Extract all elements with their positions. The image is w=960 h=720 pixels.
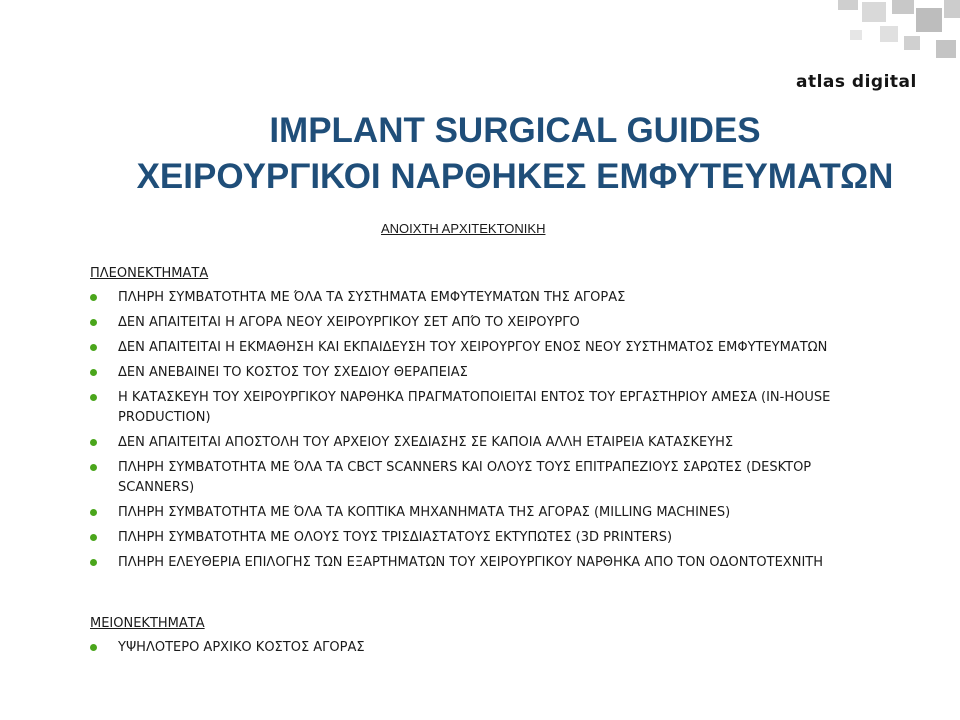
- page-title: [0, 108, 960, 199]
- list-item: ΔΕΝ ΑΠΑΙΤΕΙΤΑΙ ΑΠΟΣΤΟΛΗ ΤΟΥ ΑΡΧΕΙΟΥ ΣΧΕΔΙΑΣΗΣ ΣΕ ΚΑΠΟΙΑ ΑΛΛΗ ΕΤΑΙΡΕΙΑ ΚΑΤΑΣΚΕΥΗΣ: [118, 433, 848, 453]
- list-item: ΥΨΗΛΟΤΕΡΟ ΑΡΧΙΚΟ ΚΟΣΤΟΣ ΑΓΟΡΑΣ: [118, 638, 848, 658]
- list-item: ΠΛΗΡΗ ΕΛΕΥΘΕΡΙΑ ΕΠΙΛΟΓΗΣ ΤΩΝ ΕΞΑΡΤΗΜΑΤΩΝ ΤΟΥ ΧΕΙΡΟΥΡΓΙΚΟΥ ΝΑΡΘΗΚΑ ΑΠΟ ΤΟΝ ΟΔΟΝΤΟΤΕΧΝΙΤΗ: [118, 553, 848, 573]
- list-item: ΠΛΗΡΗ ΣΥΜΒΑΤΟΤΗΤΑ ΜΕ ΌΛΑ ΤΑ ΣΥΣΤΗΜΑΤΑ ΕΜΦΥΤΕΥΜΑΤΩΝ ΤΗΣ ΑΓΟΡΑΣ: [118, 288, 848, 308]
- advantages-heading: ΠΛΕΟΝΕΚΤΗΜΑΤΑ: [90, 266, 209, 281]
- title-line-greek: ΧΕΙΡΟΥΡΓΙΚΟΙ ΝΑΡΘΗΚΕΣ ΕΜΦΥΤΕΥΜΑΤΩΝ: [136, 156, 894, 196]
- list-item: ΠΛΗΡΗ ΣΥΜΒΑΤΟΤΗΤΑ ΜΕ ΌΛΑ ΤΑ ΚΟΠΤΙΚΑ ΜΗΧΑΝΗΜΑΤΑ ΤΗΣ ΑΓΟΡΑΣ (MILLING MACHINES): [118, 503, 848, 523]
- list-item: Η ΚΑΤΑΣΚΕΥΗ ΤΟΥ ΧΕΙΡΟΥΡΓΙΚΟΥ ΝΑΡΘΗΚΑ ΠΡΑΓΜΑΤΟΠΟΙΕΙΤΑΙ ΕΝΤΟΣ ΤΟΥ ΕΡΓΑΣΤΗΡΙΟΥ ΑΜΕΣΑ (IN-HOUSE PRODUCTION): [118, 388, 848, 428]
- disadvantages-list: [118, 638, 848, 663]
- list-item: ΔΕΝ ΑΠΑΙΤΕΙΤΑΙ Η ΕΚΜΑΘΗΣΗ ΚΑΙ ΕΚΠΑΙΔΕΥΣΗ ΤΟΥ ΧΕΙΡΟΥΡΓΟΥ ΕΝΟΣ ΝΕΟΥ ΣΥΣΤΗΜΑΤΟΣ ΕΜΦΥΤΕΥΜΑΤΩΝ: [118, 338, 848, 358]
- atlas-digital-logo: [796, 70, 934, 92]
- open-architecture-subheading: ΑΝΟΙΧΤΗ ΑΡΧΙΤΕΚΤΟΝΙΚΗ: [381, 221, 546, 236]
- title-line-english: IMPLANT SURGICAL GUIDES: [269, 111, 761, 150]
- logo-text: atlas digital: [796, 72, 917, 92]
- disadvantages-heading: ΜΕΙΟΝΕΚΤΗΜΑΤΑ: [90, 616, 205, 631]
- list-item: ΔΕΝ ΑΠΑΙΤΕΙΤΑΙ Η ΑΓΟΡΑ ΝΕΟΥ ΧΕΙΡΟΥΡΓΙΚΟΥ ΣΕΤ ΑΠΌ ΤΟ ΧΕΙΡΟΥΡΓΟ: [118, 313, 848, 333]
- list-item: ΠΛΗΡΗ ΣΥΜΒΑΤΟΤΗΤΑ ΜΕ ΟΛΟΥΣ ΤΟΥΣ ΤΡΙΣΔΙΑΣΤΑΤΟΥΣ ΕΚΤΥΠΩΤΕΣ (3D PRINTERS): [118, 528, 848, 548]
- list-item: ΔΕΝ ΑΝΕΒΑΙΝΕΙ ΤΟ ΚΟΣΤΟΣ ΤΟΥ ΣΧΕΔΙΟΥ ΘΕΡΑΠΕΙΑΣ: [118, 363, 848, 383]
- list-item: ΠΛΗΡΗ ΣΥΜΒΑΤΟΤΗΤΑ ΜΕ ΌΛΑ ΤΑ CBCT SCANNERS ΚΑΙ ΟΛΟΥΣ ΤΟΥΣ ΕΠΙΤΡΑΠΕΖΙΟΥΣ ΣΑΡΩΤΕΣ (DESKTOP SCANNERS): [118, 458, 848, 498]
- advantages-list: [118, 288, 848, 578]
